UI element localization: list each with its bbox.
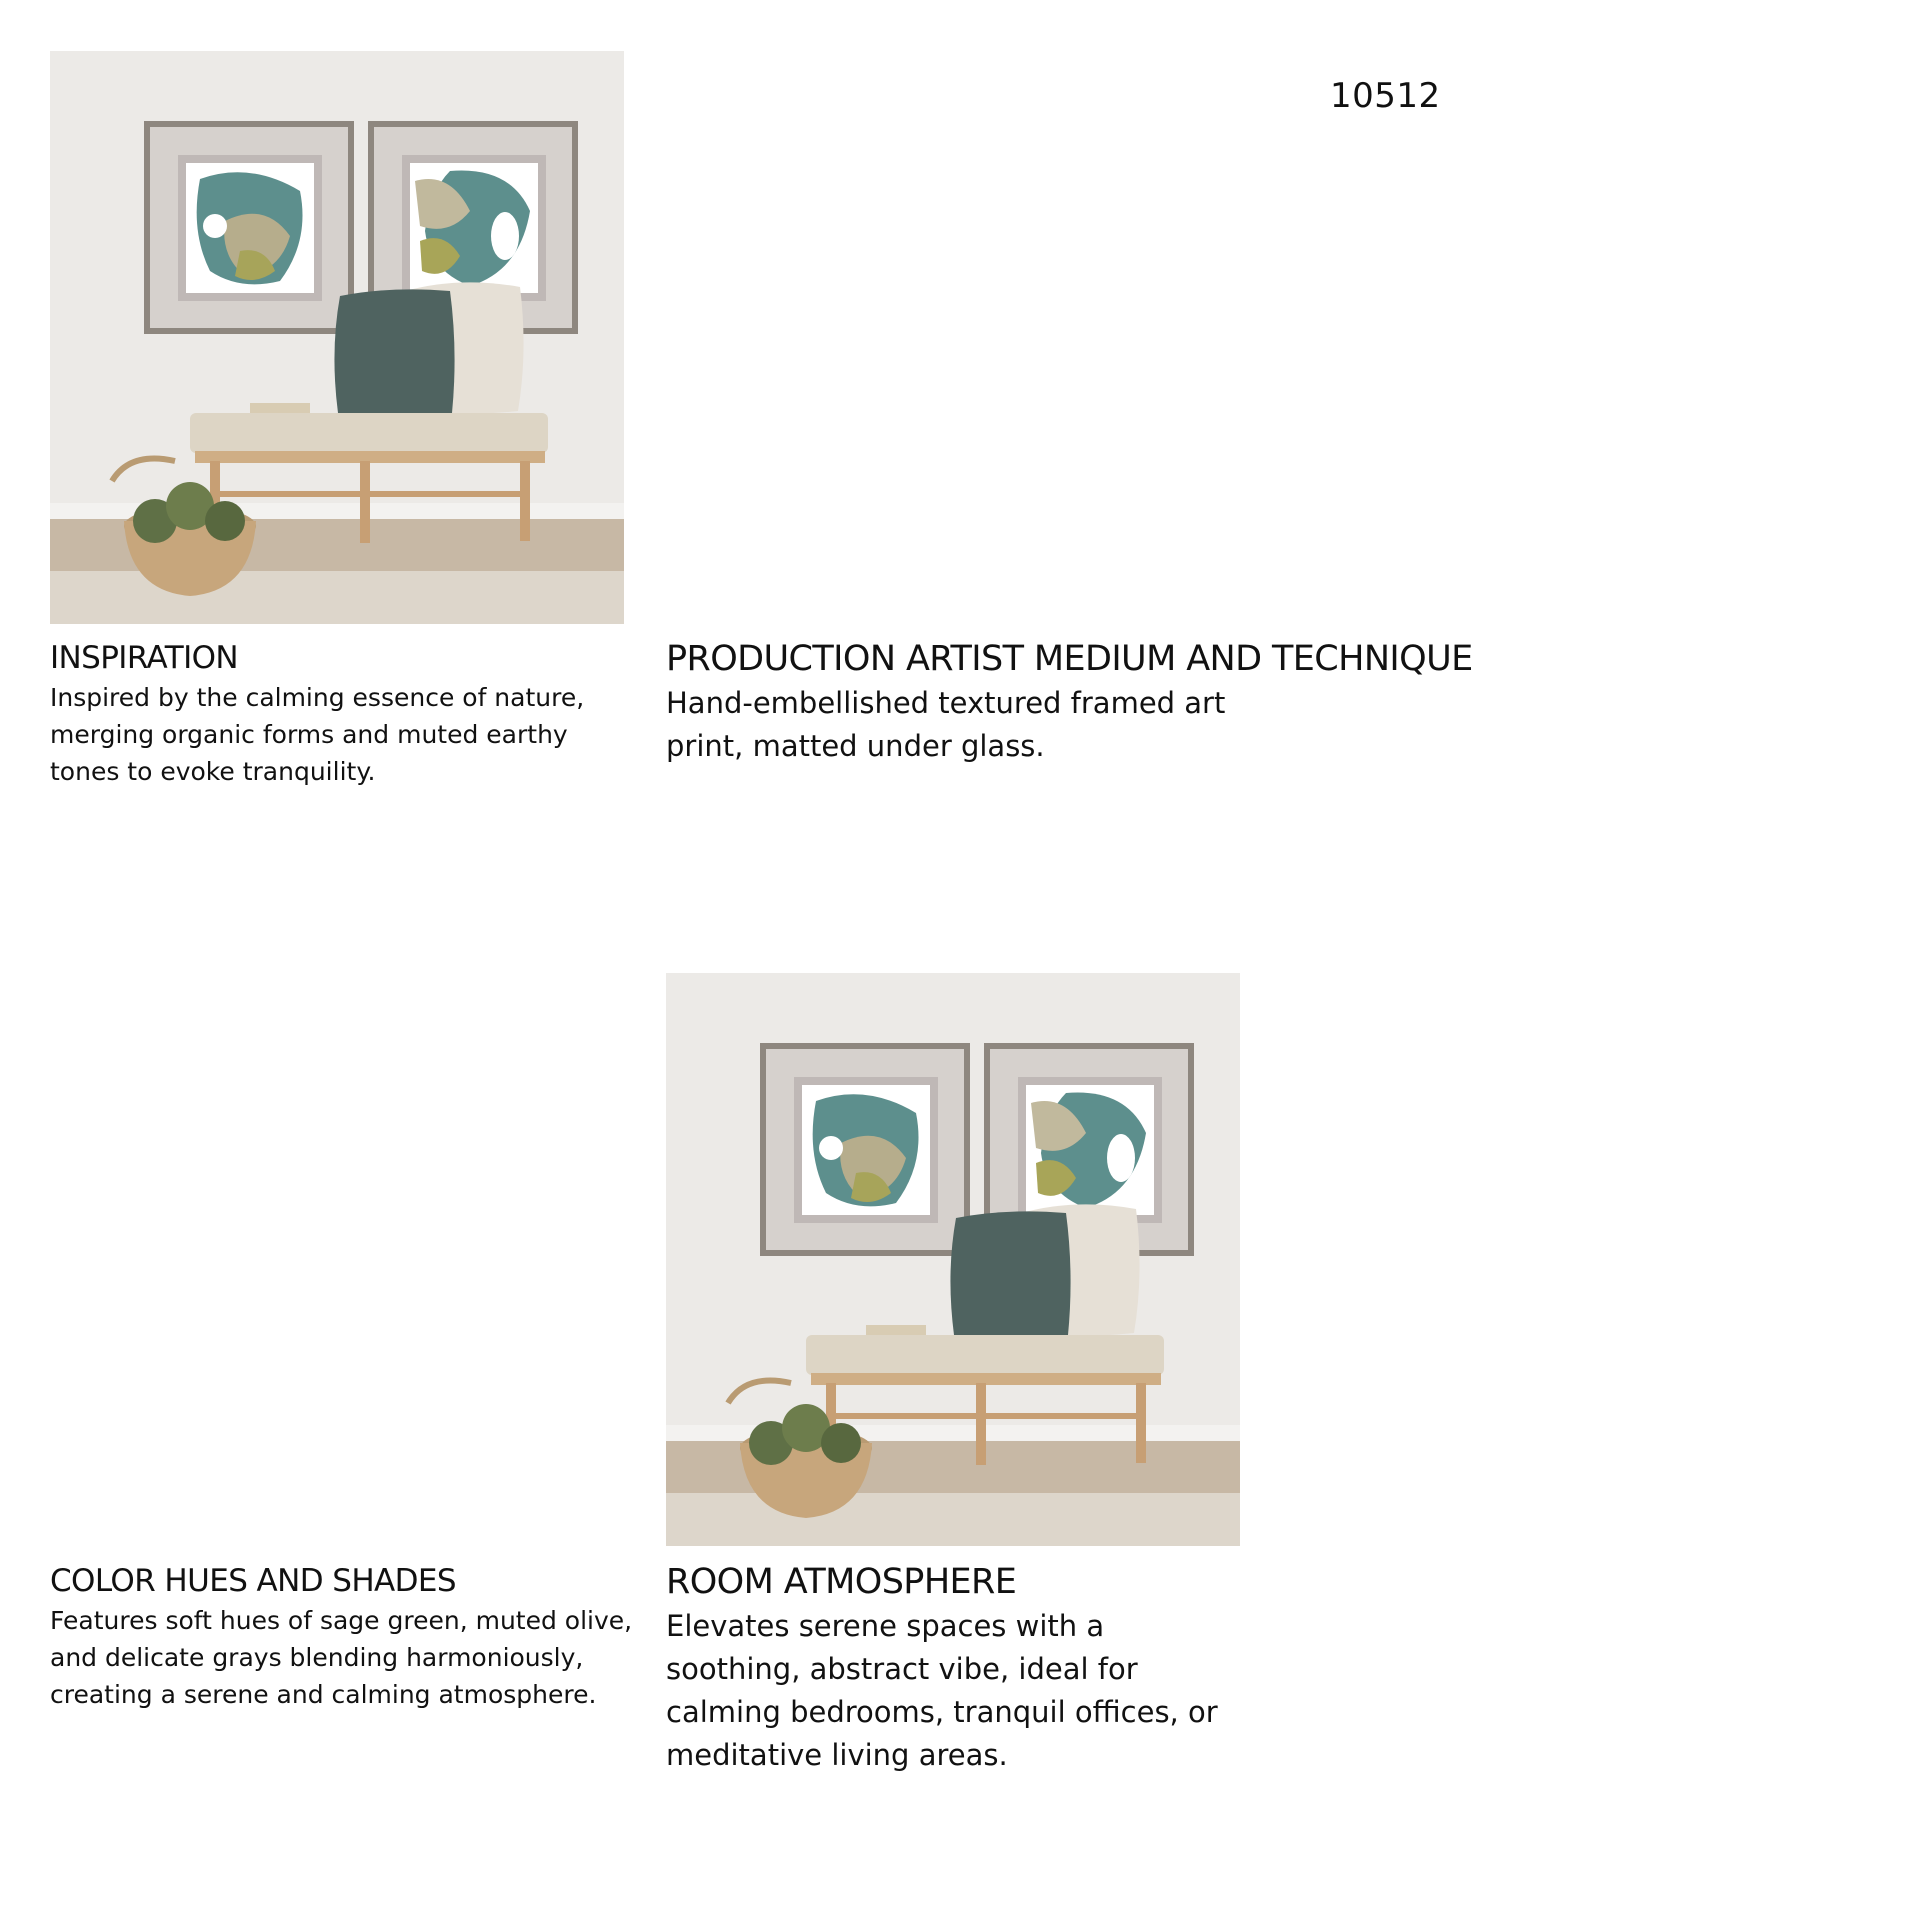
left-framed-art — [760, 1043, 970, 1256]
left-framed-art — [144, 121, 354, 334]
inspiration-title: INSPIRATION — [50, 640, 238, 676]
room-atmosphere-section — [666, 1561, 1266, 1777]
room-atmosphere-text: Elevates serene spaces with a soothing, abstract vibe, ideal for calming bedrooms, tranquil offices, or meditative living areas. — [666, 1609, 1218, 1772]
inspiration-text: Inspired by the calming essence of nature, merging organic forms and muted earthy tones to evoke tranquility. — [50, 683, 585, 787]
color-section — [50, 1563, 650, 1713]
production-text: Hand-embellished textured framed art print, matted under glass. — [666, 686, 1226, 763]
color-title: COLOR HUES AND SHADES — [50, 1563, 456, 1599]
room-scene-photo — [666, 973, 1240, 1546]
room-atmosphere-title: ROOM ATMOSPHERE — [666, 1562, 1017, 1602]
inspiration-section — [50, 640, 640, 790]
color-text: Features soft hues of sage green, muted olive, and delicate grays blending harmoniously, creating a serene and calming atmosphere. — [50, 1606, 633, 1710]
room-scene-photo — [50, 51, 624, 624]
production-title: PRODUCTION ARTIST MEDIUM AND TECHNIQUE — [666, 639, 1473, 679]
product-sku: 10512 — [1330, 76, 1441, 116]
production-section — [666, 638, 1546, 768]
